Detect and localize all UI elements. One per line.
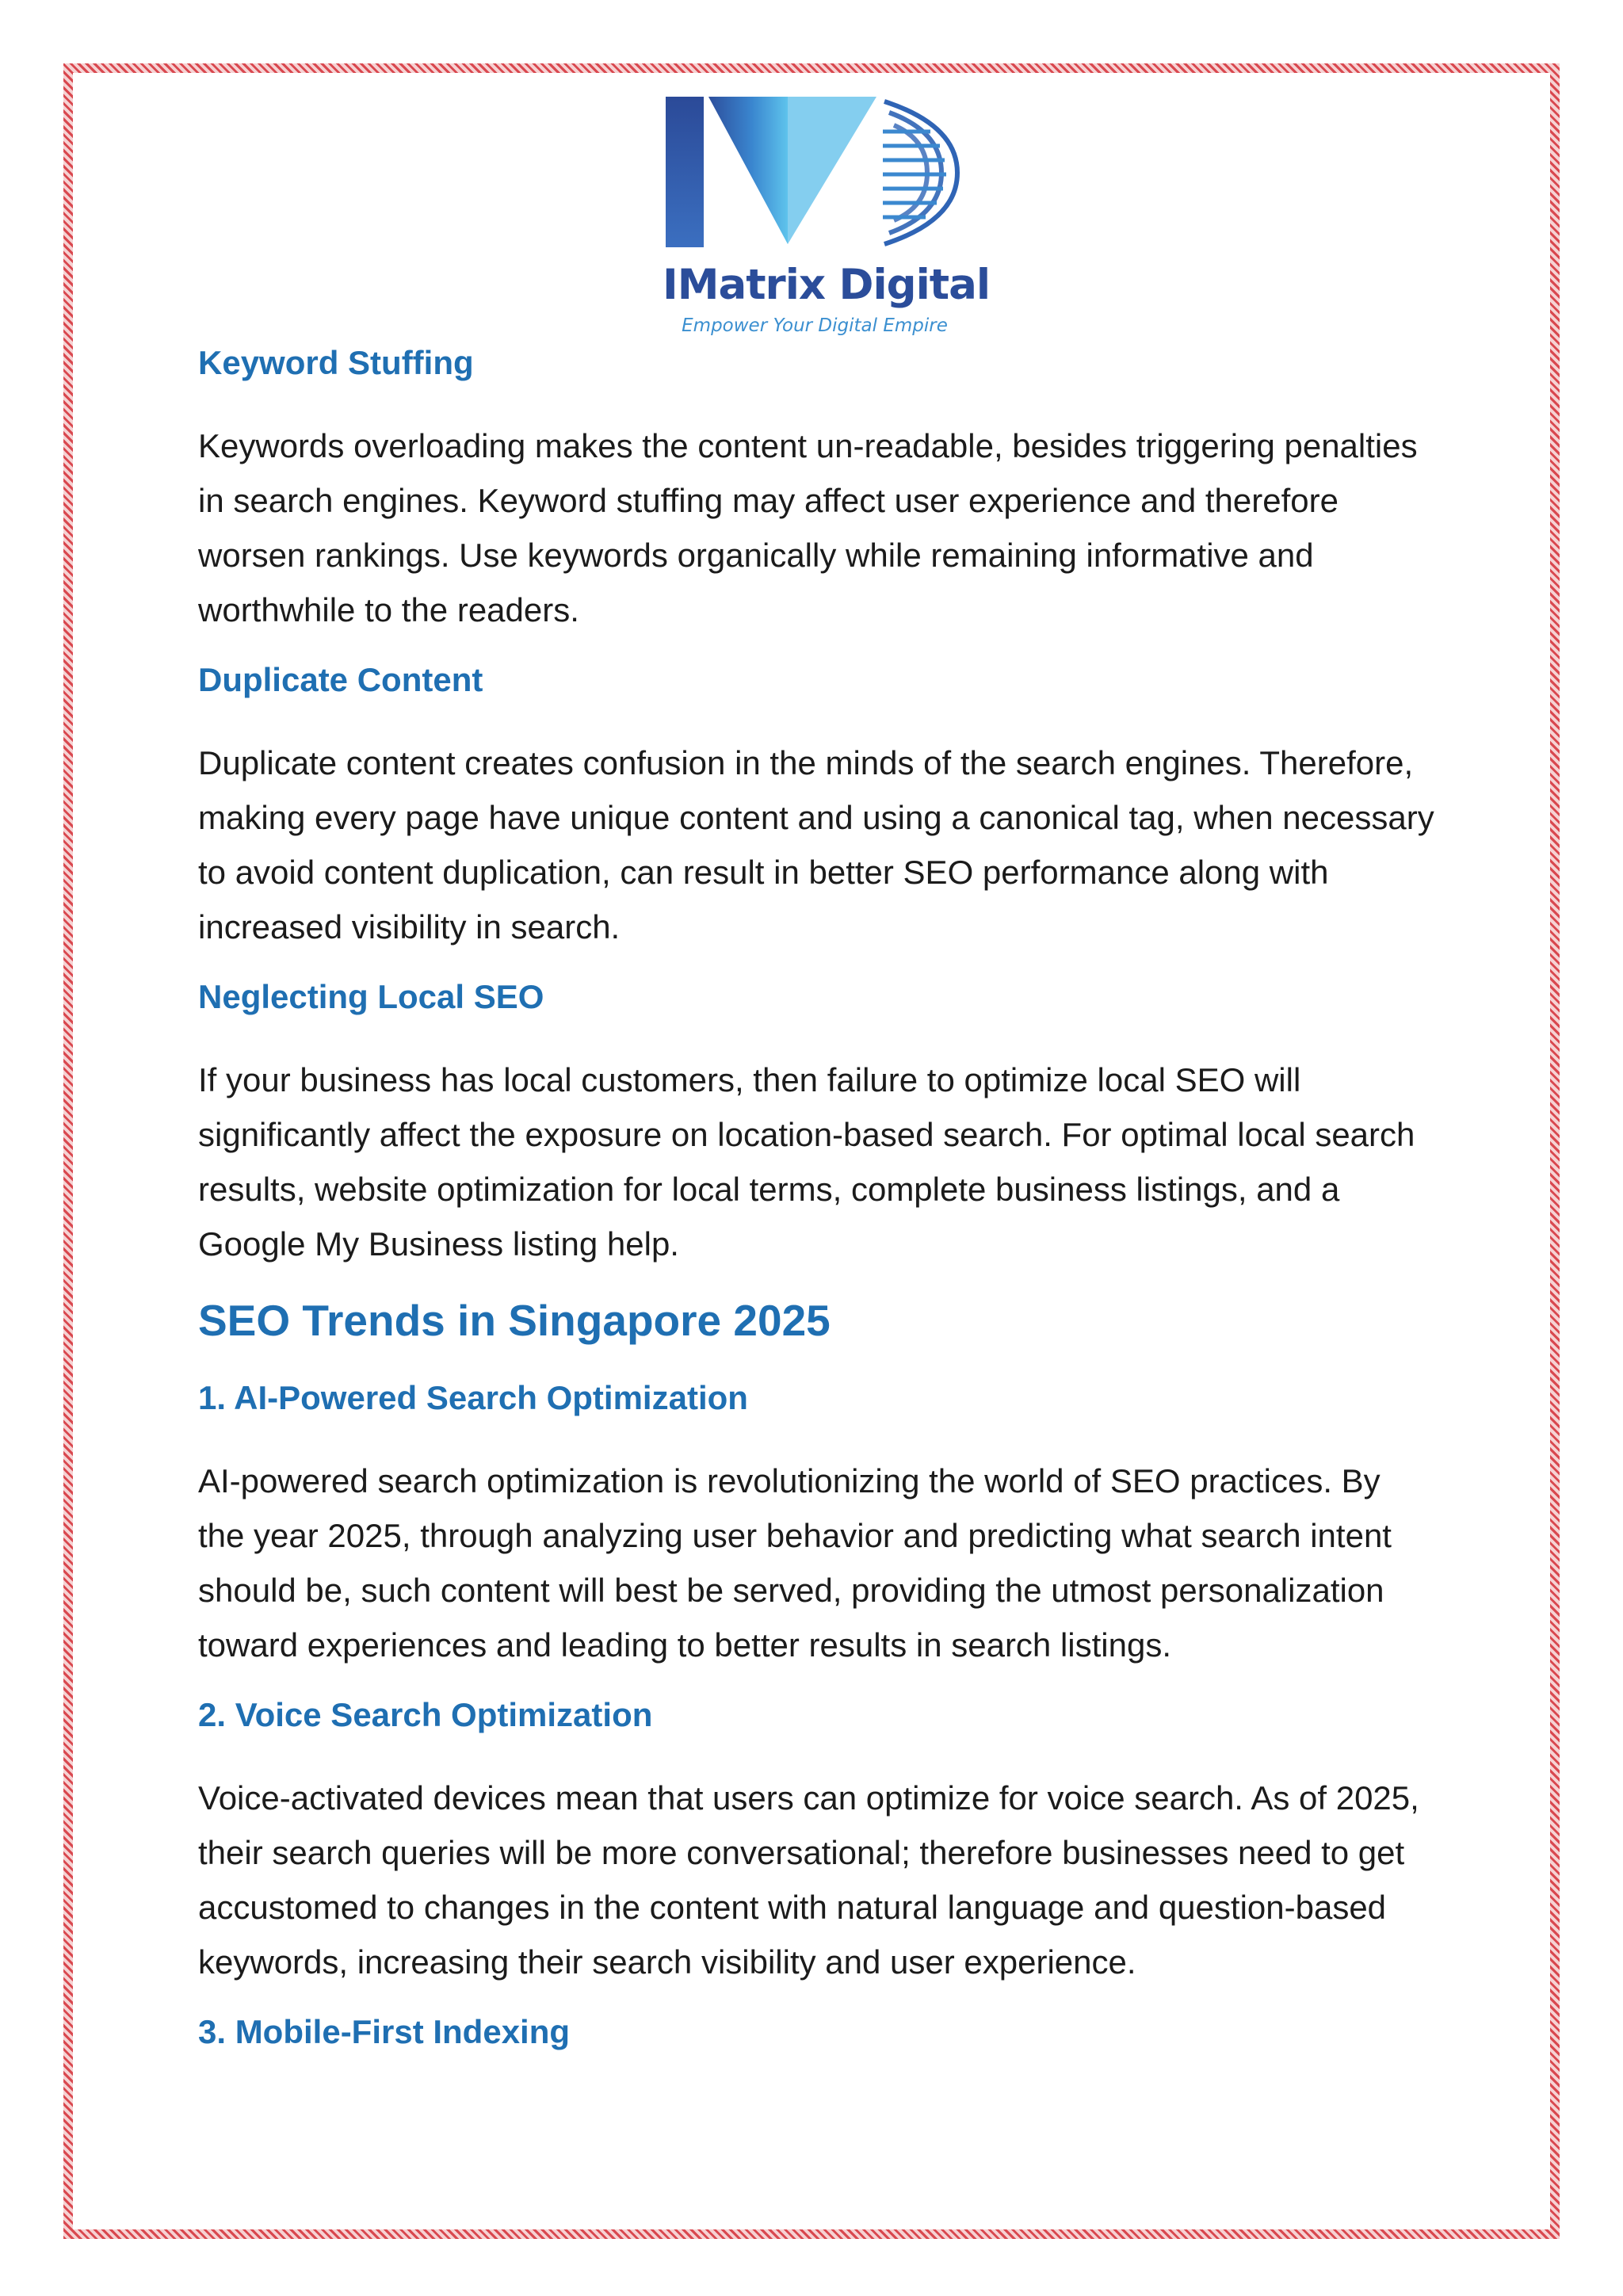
paragraph-keyword-stuffing: Keywords overloading makes the content un-readable, besides triggering penalties in search engines. Keyword stuffing may affect user experience and therefore worsen rankings. Use keywords organically while remaining informative and worthwhile to the readers.	[198, 427, 1418, 628]
imatrix-logo-icon	[663, 94, 967, 252]
paragraph-duplicate-content: Duplicate content creates confusion in the minds of the search engines. Therefore, making every page have unique content and using a canonical tag, when necessary to avoid content duplication, can result in better SEO performance along with increased visibility in search.	[198, 744, 1434, 946]
heading-duplicate-content: Duplicate Content	[198, 661, 483, 698]
heading-voice-search: 2. Voice Search Optimization	[198, 1696, 653, 1733]
paragraph-voice-search: Voice-activated devices mean that users can optimize for voice search. As of 2025, their search queries will be more conversational; therefore businesses need to get accustomed to changes in the content with natural language and question-based keywords, increasing their search visibility and user experience.	[198, 1779, 1419, 1981]
brand-tagline: Empower Your Digital Empire	[682, 315, 948, 336]
paragraph-neglecting-local-seo: If your business has local customers, then failure to optimize local SEO will significantly affect the exposure on location-based search. For optimal local search results, website optimization for local terms, complete business listings, and a Google My Business listing help.	[198, 1061, 1415, 1263]
imatrix-logo	[663, 94, 991, 346]
heading-keyword-stuffing: Keyword Stuffing	[198, 344, 474, 381]
article-content	[198, 342, 1434, 2088]
heading-ai-powered-search: 1. AI-Powered Search Optimization	[198, 1379, 748, 1416]
brand-name: IMatrix Digital	[663, 261, 991, 309]
heading-neglecting-local-seo: Neglecting Local SEO	[198, 978, 544, 1015]
paragraph-ai-powered-search: AI-powered search optimization is revolutionizing the world of SEO practices. By the year 2025, through analyzing user behavior and predicting what search intent should be, such content will best be served, providing the utmost personalization toward experiences and leading to better results in search listings.	[198, 1462, 1392, 1664]
section-title-seo-trends: SEO Trends in Singapore 2025	[198, 1296, 831, 1345]
heading-mobile-first-indexing: 3. Mobile-First Indexing	[198, 2013, 571, 2050]
